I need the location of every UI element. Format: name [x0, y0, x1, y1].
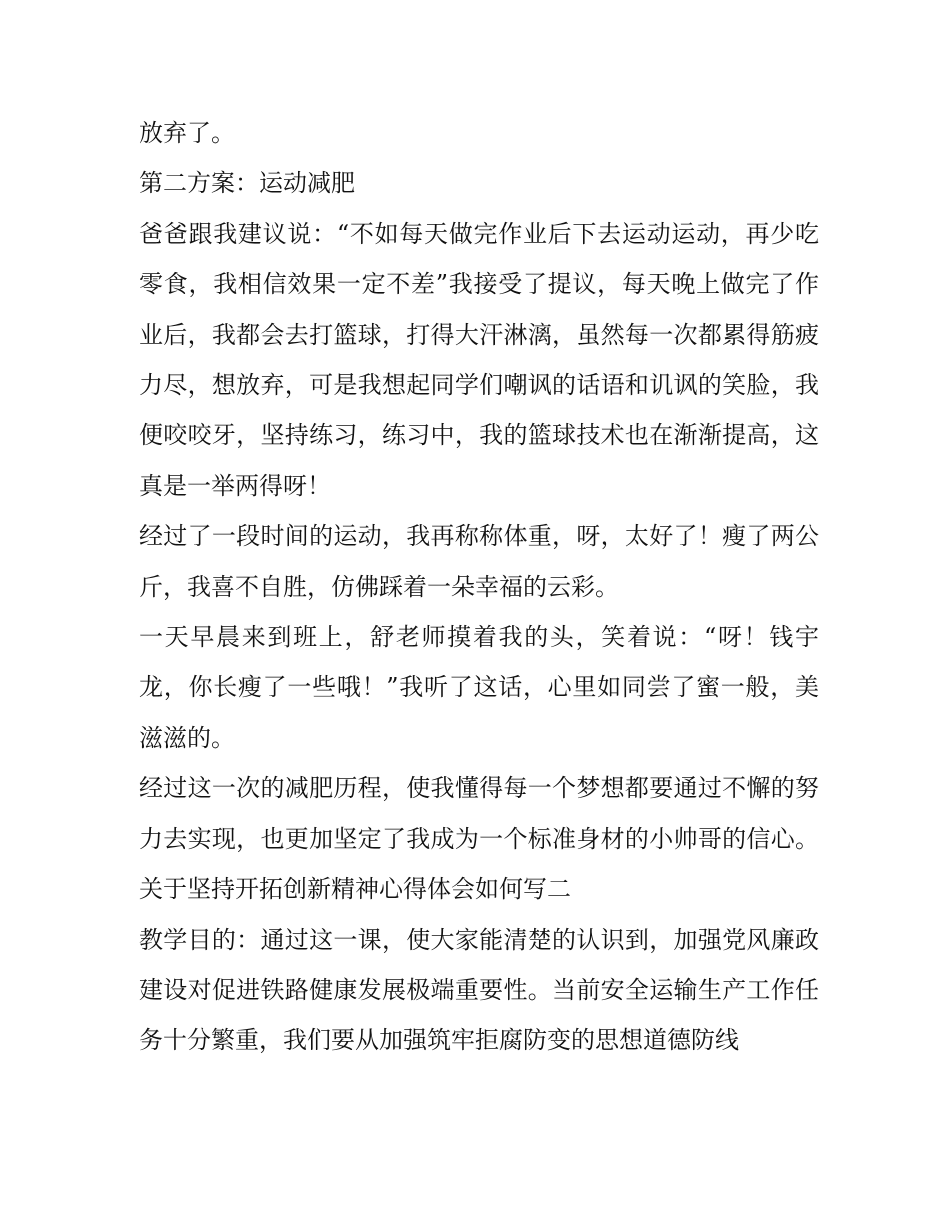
paragraph: 教学目的：通过这一课，使大家能清楚的认识到，加强党风廉政建设对促进铁路健康发展极端重要性。当前安全运输生产工作任务十分繁重，我们要从加强筑牢拒腐防变的思想道德防线: [139, 925, 819, 1055]
paragraph: 经过了一段时间的运动，我再称称体重，呀，太好了！瘦了两公斤，我喜不自胜，仿佛踩着一朵幸福的云彩。: [139, 522, 819, 601]
paragraph: 一天早晨来到班上，舒老师摸着我的头，笑着说：“呀！钱宇龙，你长瘦了一些哦！”我听了这话，心里如同尝了蜜一般，美滋滋的。: [139, 623, 819, 752]
paragraph: 经过这一次的减肥历程，使我懂得每一个梦想都要通过不懈的努力去实现，也更加坚定了我成为一个标准身材的小帅哥的信心。 关于坚持开拓创新精神心得体会如何写二: [139, 774, 819, 904]
paragraph: 爸爸跟我建议说：“不如每天做完作业后下去运动运动，再少吃零食，我相信效果一定不差”我接受了提议，每天晚上做完了作业后，我都会去打篮球，打得大汗淋漓，虽然每一次都累得筋疲力尽，想放弃，可是我想起同学们嘲讽的话语和讥讽的笑脸，我便咬咬牙，坚持练习，练习中，我的篮球技术也在渐渐提高，这真是一举两得呀！: [139, 219, 819, 500]
paragraph: 放弃了。: [139, 119, 235, 147]
document-body: [139, 108, 819, 1066]
paragraph: 第二方案：运动减肥: [139, 169, 355, 198]
